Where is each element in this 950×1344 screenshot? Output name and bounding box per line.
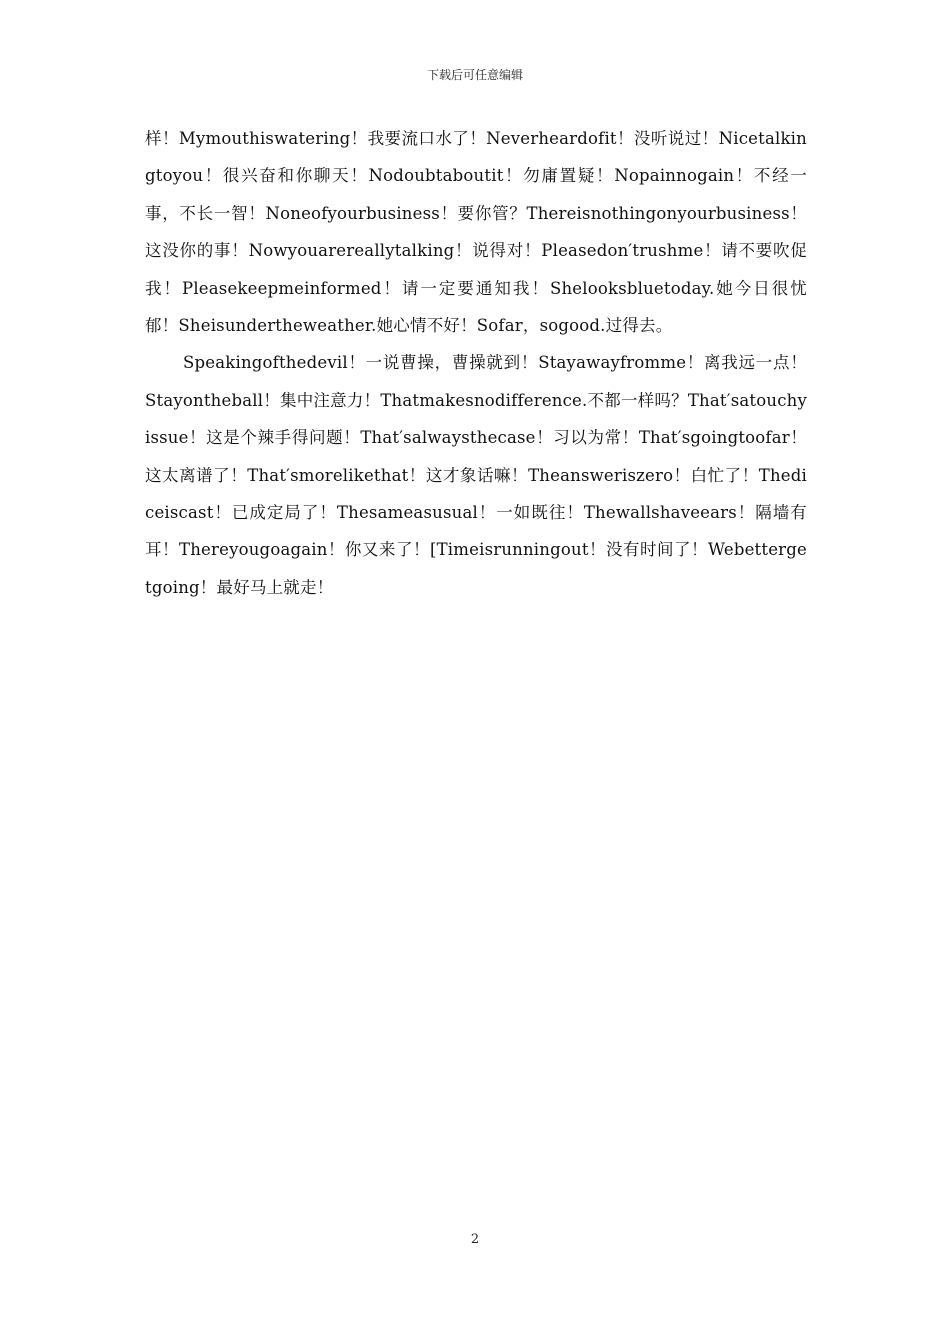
page-number: 2 xyxy=(470,1232,480,1247)
paragraph-2: Speakingofthedevil！一说曹操，曹操就到！Stayawayfromme！离我远一点！Stayontheball！集中注意力！Thatmakesnodifference.不都一样吗？That′satouchyissue！这是个辣手得问题！That′salwaysthecase！习以为常！That′sgoingtoofar！这太离谱了！That′smorelikethat！这才象话嘛！Theansweriszero！白忙了！Thediceiscast！已成定局了！Thesameasusual！一如既往！Thewallshaveears！隔墙有耳！Thereyougoagain！你又来了！[Timeisrunningout！没有时间了！Webettergetgoing！最好马上就走！ xyxy=(145,353,807,597)
document-body xyxy=(145,120,807,606)
paragraph-1: 样！Mymouthiswatering！我要流口水了！Neverheardofit！没听说过！Nicetalkingtoyou！很兴奋和你聊天！Nodoubtaboutit！勿庸置疑！Nopainnogain！不经一事，不长一智！Noneofyourbusiness！要你管？Thereisnothingonyourbusiness！这没你的事！Nowyouarereallytalking！说得对！Pleasedon′trushme！请不要吹促我！Pleasekeepmeinformed！请一定要通知我！Shelooksbluetoday.她今日很忧郁！Sheisundertheweather.她心情不好！Sofar，sogood.过得去。 xyxy=(145,129,807,336)
page-header: 下载后可任意编辑 xyxy=(426,68,523,82)
